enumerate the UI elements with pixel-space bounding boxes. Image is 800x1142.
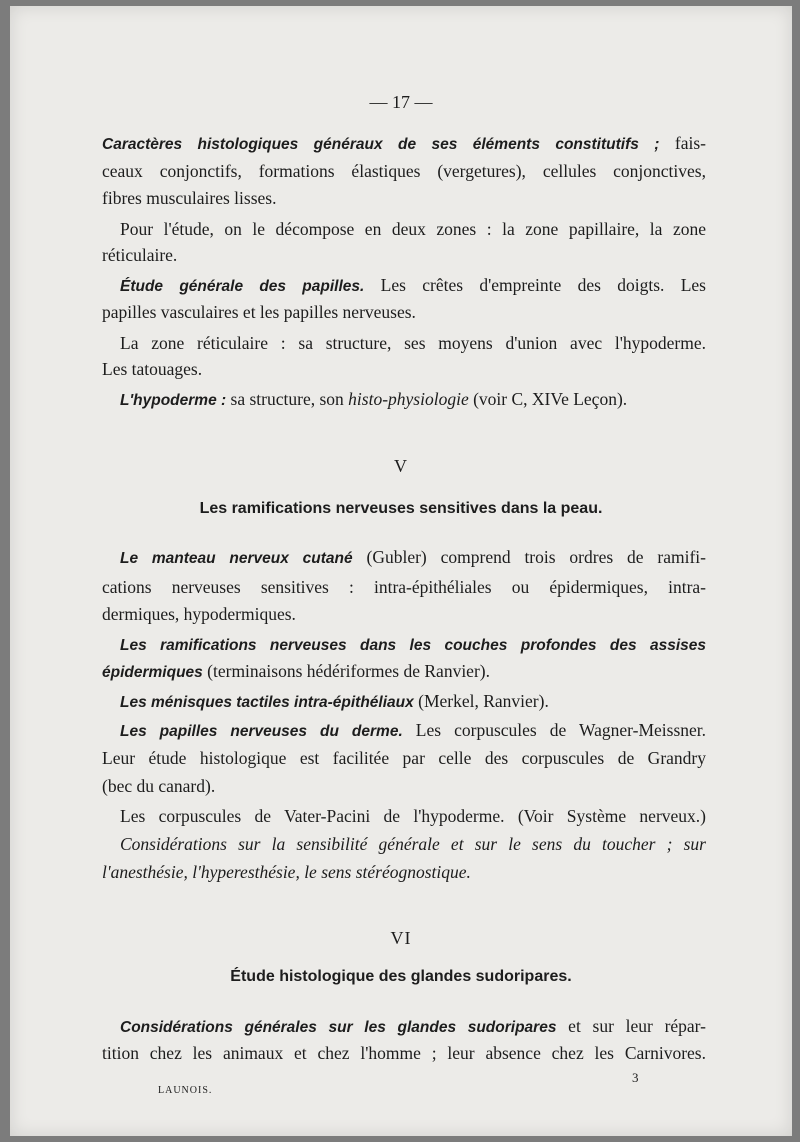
text-line: fibres musculaires lisses. (102, 188, 277, 208)
section-numeral: V (394, 456, 408, 476)
text-line: Considérations sur la sensibilité générale et sur le sens du toucher ; sur (120, 834, 706, 854)
bold-term: épidermiques (102, 664, 203, 681)
text-line: papilles vasculaires et les papilles nerveuses. (102, 302, 416, 322)
text-span: fais- (674, 133, 706, 153)
text-line (120, 274, 706, 298)
text-span: (Merkel, Ranvier). (418, 691, 549, 711)
text-line (102, 660, 490, 684)
text-span: (terminaisons hédériformes de Ranvier). (207, 661, 490, 681)
bold-term: Le manteau nerveux cutané (120, 550, 353, 567)
page-number: — 17 — (369, 92, 433, 112)
text-span: Les corpuscules de Wagner-Meissner. (415, 720, 707, 740)
text-line: Les corpuscules de Vater-Pacini de l'hypoderme. (Voir Système nerveux.) (120, 806, 706, 826)
text-span: sa structure, son (230, 389, 344, 409)
text-line: ceaux conjonctifs, formations élastiques (vergetures), cellules conjonctives, (102, 161, 706, 181)
text-line: l'anesthésie, l'hyperesthésie, le sens stéréognostique. (102, 862, 471, 882)
italic-term: histo-physiologie (348, 389, 469, 409)
footer-author: LAUNOIS. (158, 1085, 213, 1096)
text-span: Les crêtes d'empreinte des doigts. Les (380, 275, 706, 295)
bold-term: Les papilles nerveuses du derme. (120, 723, 403, 740)
section-heading: Étude histologique des glandes sudoripares. (230, 968, 572, 985)
text-line: Les tatouages. (102, 359, 203, 379)
text-line: dermiques, hypodermiques. (102, 604, 296, 624)
bold-term: Caractères histologiques généraux de ses éléments constitutifs ; (102, 136, 660, 153)
bold-term: Les ménisques tactiles intra-épithéliaux (120, 694, 414, 711)
text-line (120, 388, 627, 412)
bold-term: L'hypoderme : (120, 392, 227, 409)
bold-term: Considérations générales sur les glandes sudoripares (120, 1019, 557, 1036)
text-line: cations nerveuses sensitives : intra-épithéliales ou épidermiques, intra- (102, 577, 706, 597)
text-line (120, 633, 706, 657)
text-span: (Gubler) comprend trois ordres de ramifi- (366, 547, 706, 567)
footer-signature: 3 (632, 1070, 639, 1085)
text-line: Pour l'étude, on le décompose en deux zones : la zone papillaire, la zone (120, 219, 706, 239)
text-line: réticulaire. (102, 245, 178, 265)
text-line: (bec du canard). (102, 776, 216, 796)
text-span: (voir C, XIVe Leçon). (473, 389, 628, 409)
text-line (102, 132, 706, 156)
text-line (120, 546, 706, 570)
text-line: Leur étude histologique est facilitée par celle des corpuscules de Grandry (102, 748, 706, 768)
text-line (120, 1015, 706, 1039)
text-line: La zone réticulaire : sa structure, ses moyens d'union avec l'hypoderme. (120, 333, 706, 353)
text-span: et sur leur répar- (568, 1016, 706, 1036)
text-line (120, 719, 706, 743)
text-line: tition chez les animaux et chez l'homme ; leur absence chez les Carnivores. (102, 1043, 706, 1063)
text-line (120, 690, 549, 714)
section-heading: Les ramifications nerveuses sensitives dans la peau. (199, 500, 603, 517)
section-numeral: VI (390, 928, 412, 948)
bold-term: Étude générale des papilles. (120, 278, 365, 295)
bold-term: Les ramifications nerveuses dans les couches profondes des assises (120, 637, 706, 654)
